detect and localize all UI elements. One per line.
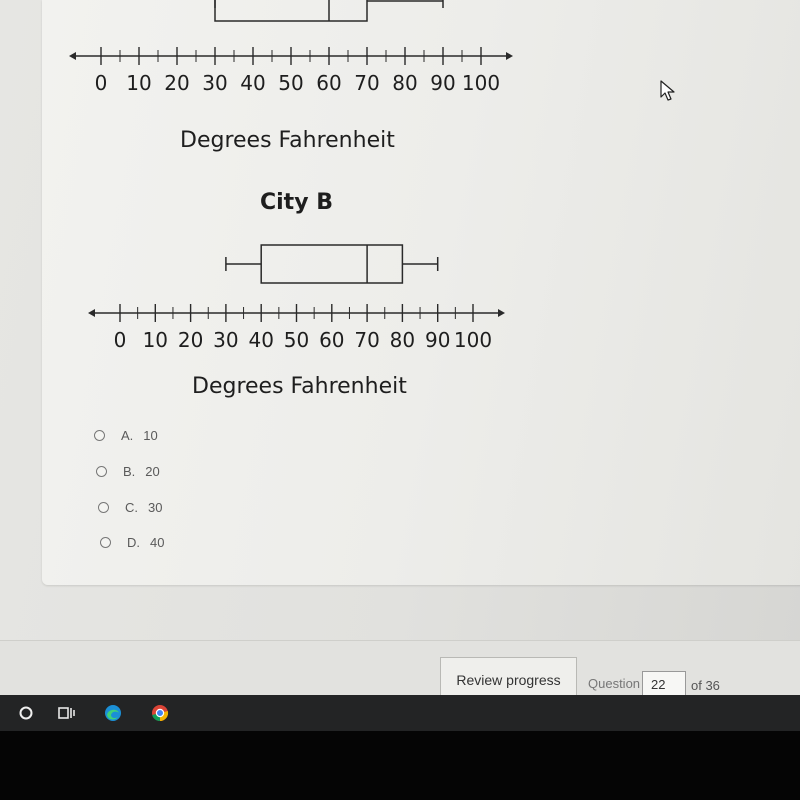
tick-label: 40 bbox=[240, 71, 266, 95]
question-number-input[interactable]: 22 bbox=[642, 671, 686, 697]
tick-label: 40 bbox=[248, 328, 274, 352]
radio-button[interactable] bbox=[96, 466, 107, 477]
radio-button[interactable] bbox=[98, 502, 109, 513]
tick-label: 60 bbox=[319, 328, 345, 352]
choice-value: 20 bbox=[145, 463, 160, 479]
chrome-browser-icon[interactable] bbox=[150, 703, 170, 723]
tick-label: 0 bbox=[94, 71, 108, 95]
task-view-icon[interactable] bbox=[56, 703, 76, 723]
tick-label: 60 bbox=[316, 71, 342, 95]
choice-d[interactable] bbox=[100, 533, 164, 551]
choice-letter: A. bbox=[121, 427, 134, 443]
tick-label: 90 bbox=[430, 71, 456, 95]
edge-browser-icon[interactable] bbox=[103, 703, 123, 723]
choice-letter: D. bbox=[127, 534, 140, 550]
question-card bbox=[42, 0, 800, 585]
city-b-box-plot bbox=[42, 0, 562, 360]
city-b-title: City B bbox=[260, 190, 333, 215]
tick-label: 70 bbox=[354, 328, 380, 352]
question-total: of 36 bbox=[691, 678, 720, 693]
tick-label: 90 bbox=[424, 328, 451, 352]
choice-letter: C. bbox=[125, 499, 138, 515]
tick-label: 10 bbox=[142, 328, 169, 352]
start-icon[interactable] bbox=[16, 703, 36, 723]
question-label: Question bbox=[588, 676, 641, 691]
tick-label: 20 bbox=[177, 328, 204, 352]
tick-label: 50 bbox=[283, 328, 310, 352]
monitor-bezel bbox=[0, 731, 800, 800]
interquartile-box bbox=[261, 245, 402, 283]
city-a-axis-title: Degrees Fahrenheit bbox=[180, 128, 395, 153]
tick-label: 80 bbox=[392, 71, 418, 95]
axis-arrow-left bbox=[88, 309, 95, 317]
review-progress-button[interactable]: Review progress bbox=[440, 657, 577, 703]
radio-button[interactable] bbox=[94, 430, 105, 441]
choice-value: 10 bbox=[143, 427, 158, 443]
tick-label: 0 bbox=[113, 328, 127, 352]
tick-label: 10 bbox=[126, 71, 152, 95]
choice-letter: B. bbox=[123, 463, 136, 479]
radio-button[interactable] bbox=[100, 537, 111, 548]
axis-arrow-right bbox=[498, 309, 505, 317]
tick-label: 100 bbox=[461, 71, 501, 95]
choice-c[interactable] bbox=[98, 498, 162, 516]
tick-label: 30 bbox=[202, 71, 228, 95]
tick-label: 80 bbox=[389, 328, 416, 352]
tick-label: 20 bbox=[164, 71, 190, 95]
tick-label: 30 bbox=[213, 328, 239, 352]
choice-b[interactable] bbox=[96, 462, 160, 480]
choice-value: 30 bbox=[148, 499, 163, 515]
choice-a[interactable] bbox=[94, 426, 158, 444]
tick-label: 50 bbox=[278, 71, 304, 95]
taskbar bbox=[0, 695, 800, 731]
tick-label: 100 bbox=[453, 328, 493, 352]
choice-value: 40 bbox=[150, 534, 165, 550]
city-b-axis-title: Degrees Fahrenheit bbox=[192, 374, 407, 399]
mouse-cursor-icon bbox=[660, 80, 676, 102]
tick-label: 70 bbox=[354, 71, 380, 95]
